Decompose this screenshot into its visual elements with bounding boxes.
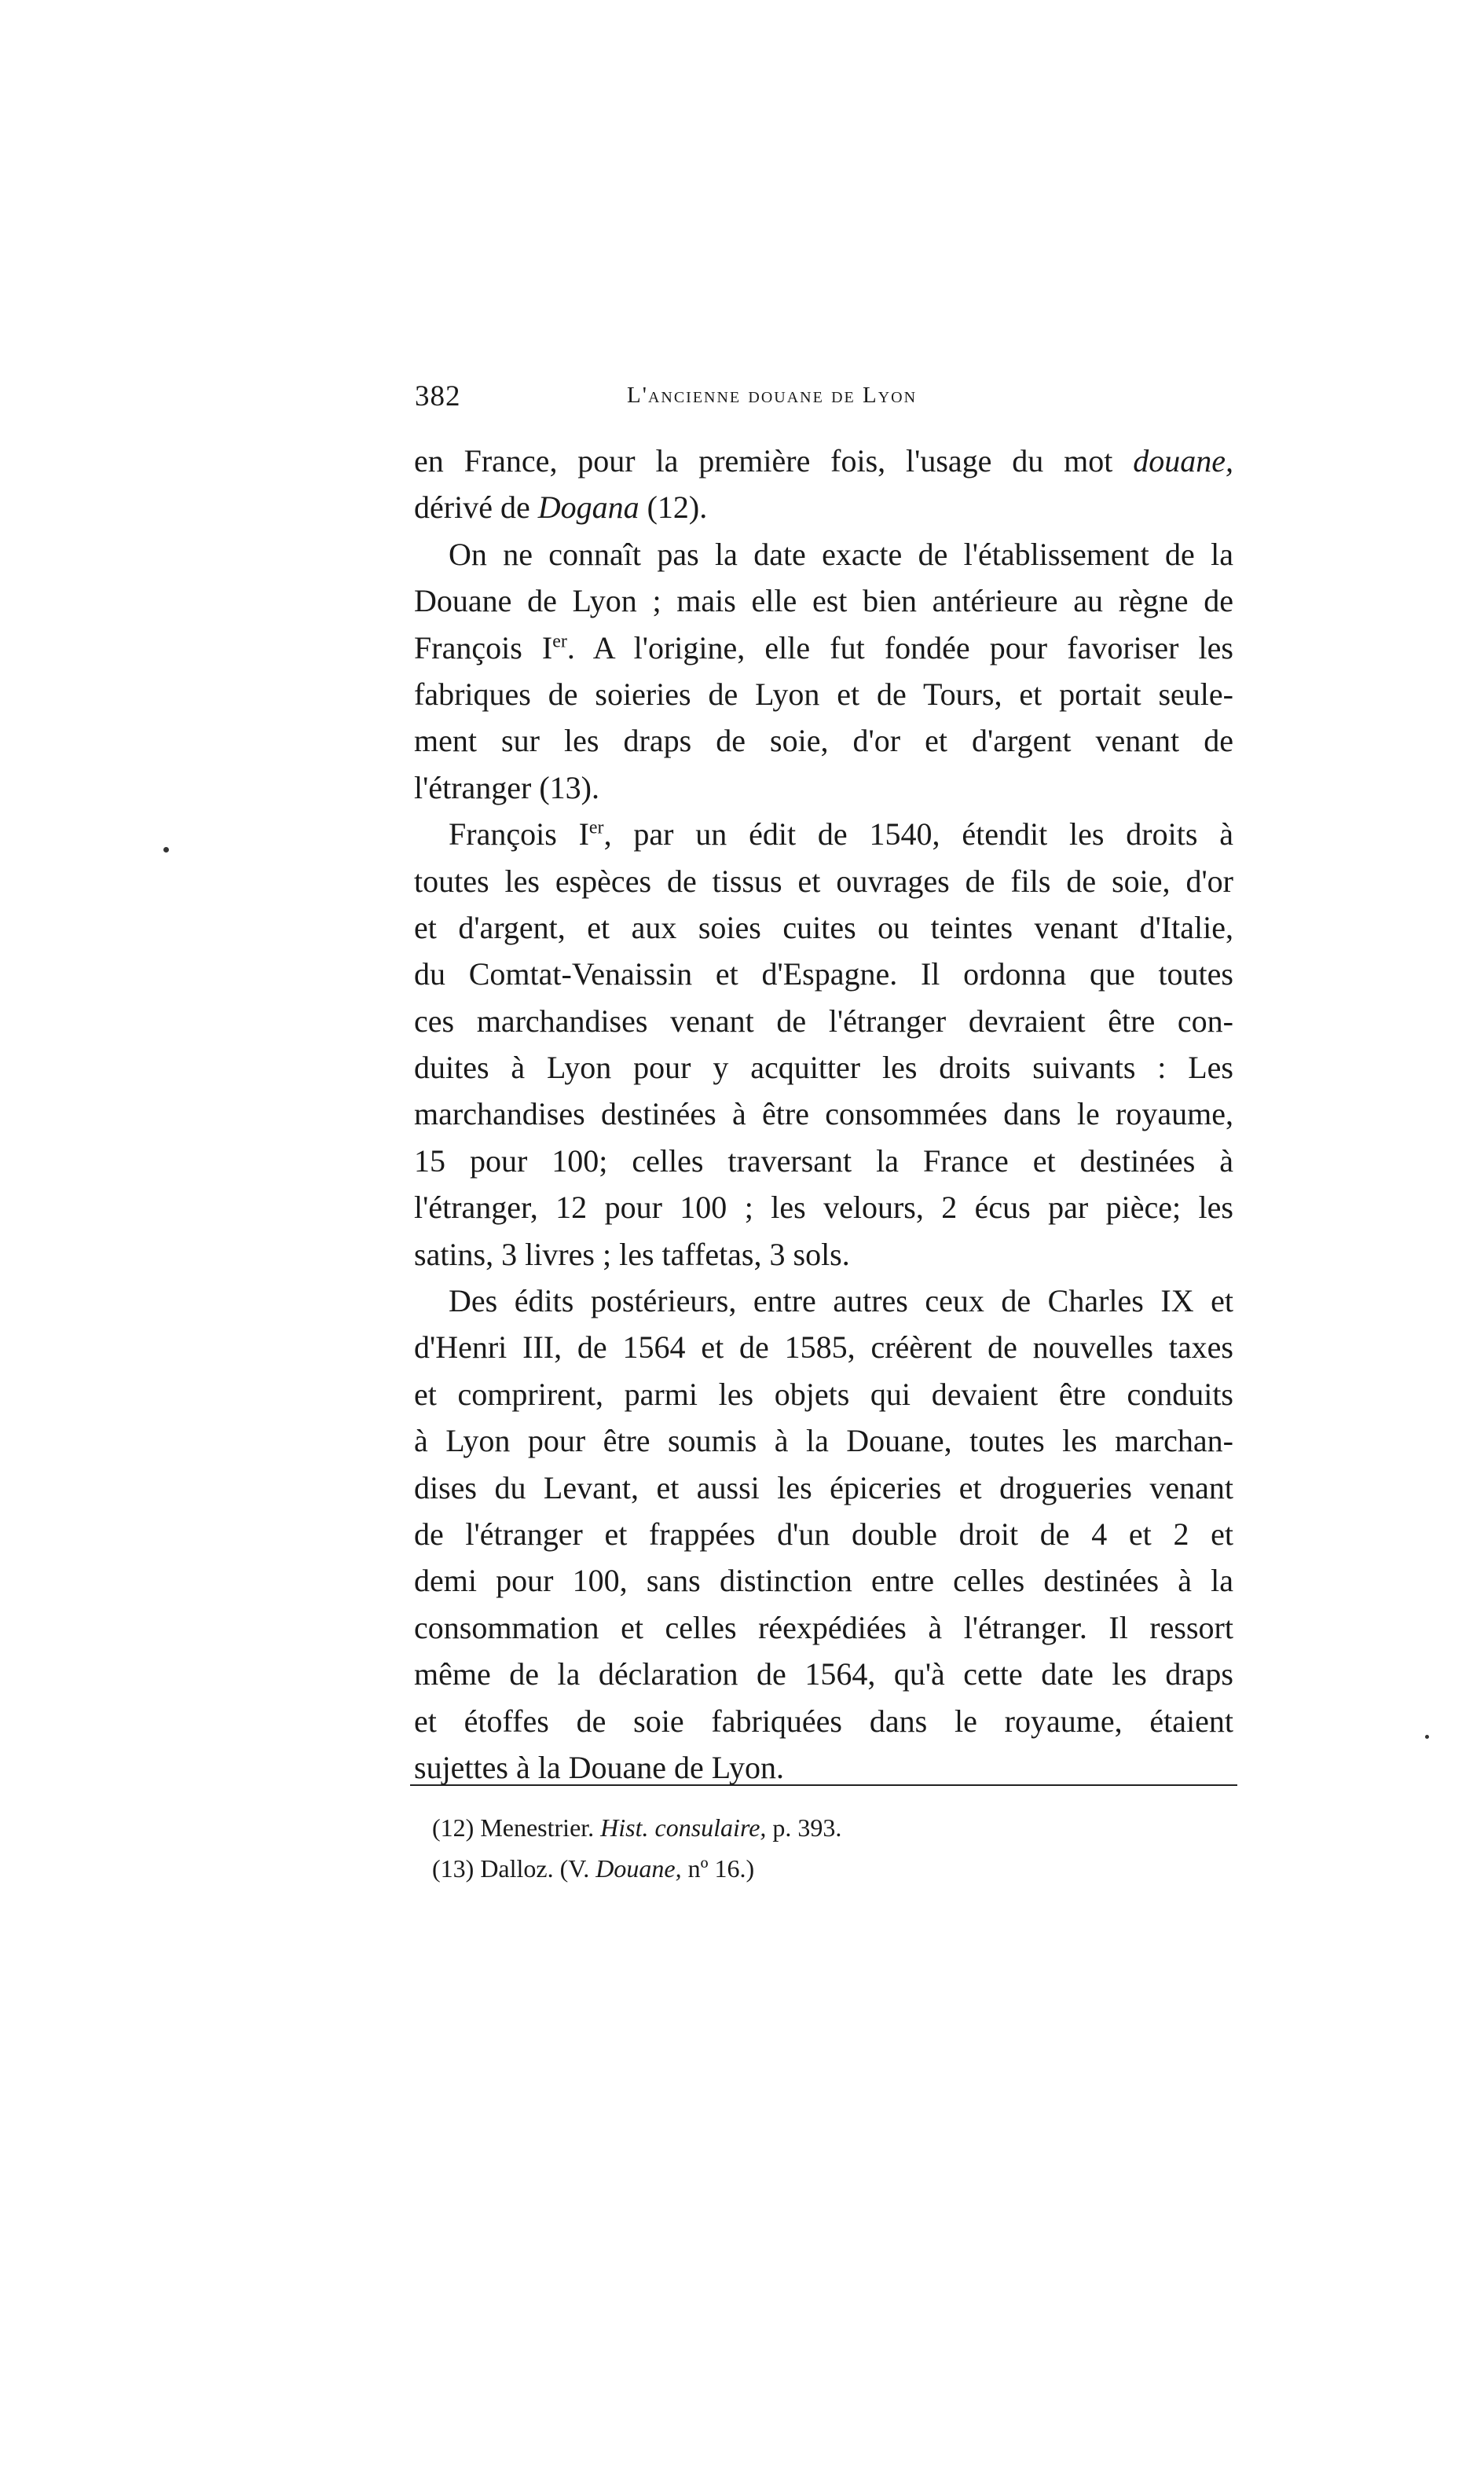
- text-line: 15 pour 100; celles traversant la France et destinées à: [414, 1142, 1233, 1179]
- text-line: dises du Levant, et aussi les épiceries et drogueries venant: [414, 1469, 1233, 1505]
- footnotes: [432, 1807, 1218, 1889]
- text-line: l'étranger, 12 pour 100 ; les velours, 2 écus par pièce; les: [414, 1190, 1233, 1226]
- text-line: d'Henri III, de 1564 et de 1585, créèrent de nouvelles taxes: [414, 1329, 1233, 1366]
- text-line: même de la déclaration de 1564, qu'à cette date les draps: [414, 1656, 1233, 1692]
- text-line: toutes les espèces de tissus et ouvrages de fils de soie, d'or: [414, 863, 1233, 899]
- text-line: et d'argent, et aux soies cuites ou teintes venant d'Italie,: [414, 909, 1233, 945]
- text-line: de l'étranger et frappées d'un double droit de 4 et 2 et: [414, 1516, 1233, 1552]
- body-text: [414, 438, 1233, 1791]
- text-line: et comprirent, parmi les objets qui devaient être conduits: [414, 1376, 1233, 1412]
- text-line: fabriques de soieries de Lyon et de Tours, et portait seule-: [414, 676, 1233, 712]
- text-line: marchandises destinées à être consommées dans le royaume,: [414, 1096, 1233, 1132]
- text-line: François Ier. A l'origine, elle fut fondée pour favoriser les: [414, 629, 1233, 666]
- text-line: et étoffes de soie fabriquées dans le royaume, étaient: [414, 1703, 1233, 1739]
- page-header: [415, 380, 1232, 416]
- text-line: l'étranger (13).: [414, 769, 599, 805]
- text-line: duites à Lyon pour y acquitter les droits suivants : Les: [414, 1050, 1233, 1086]
- paper-speck: [1425, 1735, 1429, 1739]
- footnote-12: (12) Menestrier. Hist. consulaire, p. 393.: [432, 1813, 842, 1842]
- text-line: dérivé de Dogana (12).: [414, 490, 708, 526]
- paper-speck: [163, 847, 169, 852]
- paragraph-start: François Ier, par un édit de 1540, étendit les droits à: [449, 816, 1233, 852]
- text-line: ment sur les draps de soie, d'or et d'argent venant de: [414, 723, 1233, 759]
- text-line: Douane de Lyon ; mais elle est bien antérieure au règne de: [414, 583, 1233, 619]
- text-line: ces marchandises venant de l'étranger devraient être con-: [414, 1003, 1233, 1039]
- paragraph-start: On ne connaît pas la date exacte de l'établissement de la: [449, 536, 1233, 572]
- text-line: en France, pour la première fois, l'usage du mot douane,: [414, 443, 1233, 478]
- page-number: 382: [415, 380, 461, 412]
- text-line: satins, 3 livres ; les taffetas, 3 sols.: [414, 1236, 850, 1272]
- footnote-divider: [410, 1784, 1237, 1786]
- text-line: consommation et celles réexpédiées à l'étranger. Il ressort: [414, 1609, 1233, 1645]
- text-line: demi pour 100, sans distinction entre celles destinées à la: [414, 1563, 1233, 1599]
- text-line: sujettes à la Douane de Lyon.: [414, 1749, 784, 1785]
- text-line: du Comtat-Venaissin et d'Espagne. Il ordonna que toutes: [414, 956, 1233, 992]
- footnote-13: (13) Dalloz. (V. Douane, nº 16.): [432, 1854, 755, 1883]
- text-line: à Lyon pour être soumis à la Douane, toutes les marchan-: [414, 1423, 1233, 1459]
- paragraph-start: Des édits postérieurs, entre autres ceux de Charles IX et: [449, 1283, 1233, 1319]
- running-title: L'ancienne douane de Lyon: [627, 383, 918, 408]
